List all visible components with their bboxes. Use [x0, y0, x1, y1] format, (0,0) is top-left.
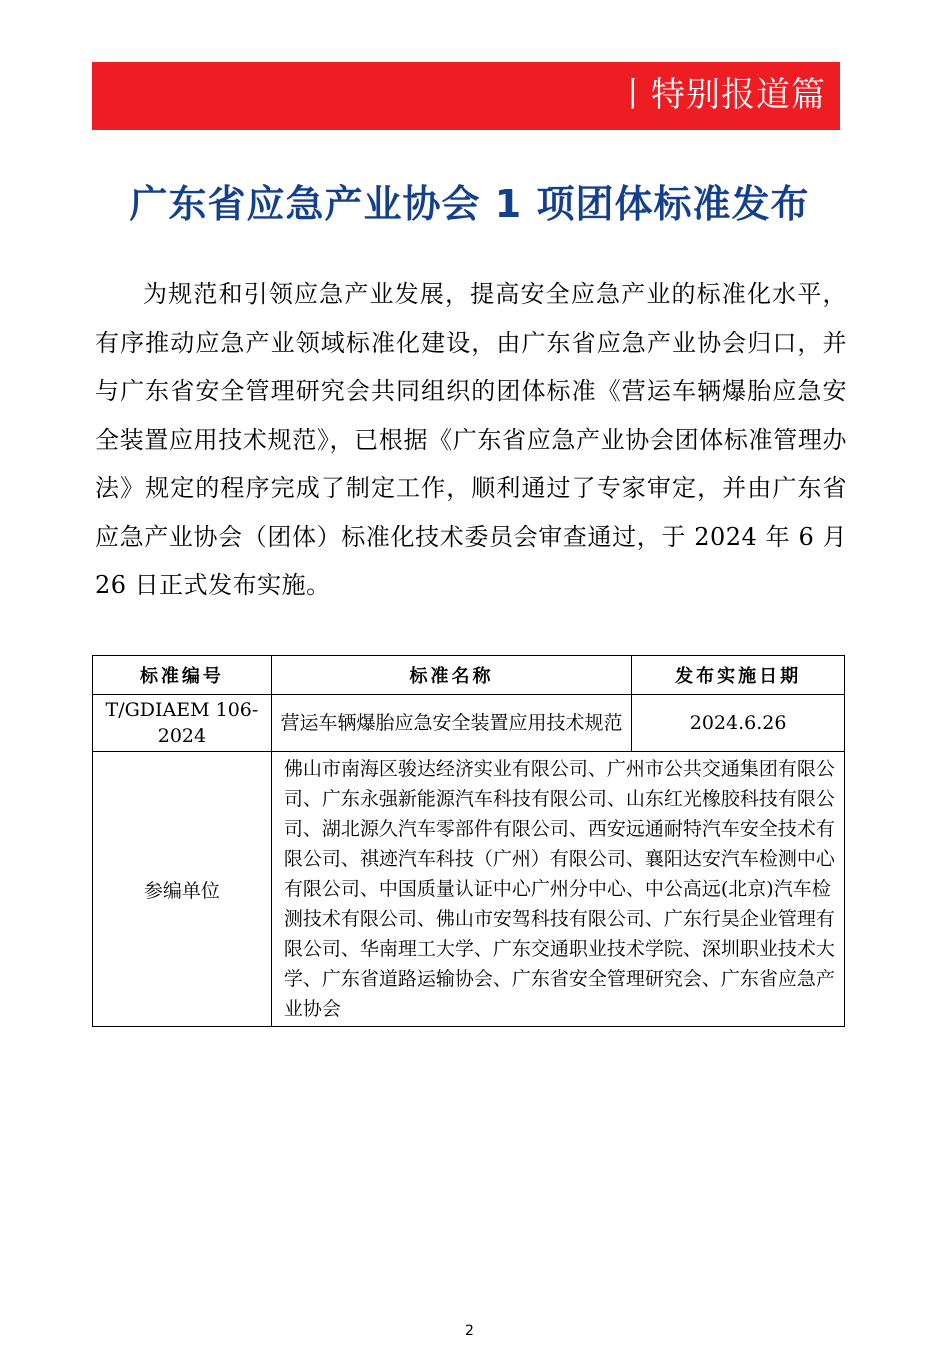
header-standard-code: 标准编号 — [93, 656, 272, 695]
table-row — [93, 695, 845, 752]
standard-name: 营运车辆爆胎应急安全装置应用技术规范 — [271, 695, 631, 752]
header-standard-name: 标准名称 — [271, 656, 631, 695]
participants-row — [93, 752, 845, 1027]
article-title: 广东省应急产业协会 1 项团体标准发布 — [129, 182, 810, 226]
table-header-row — [93, 656, 845, 695]
article-body: 为规范和引领应急产业发展，提高安全应急产业的标准化水平，有序推动应急产业领域标准化建设，由广东省应急产业协会归口，并与广东省安全管理研究会共同组织的团体标准《营运车辆爆胎应急安全装置应用技术规范》，已根据《广东省应急产业协会团体标准管理办法》规定的程序完成了制定工作，顺利通过了专家审定，并由广东省应急产业协会（团体）标准化技术委员会审查通过，于 2024 年 6 月 26 日正式发布实施。 — [95, 280, 847, 599]
standard-code: T/GDIAEM 106-2024 — [93, 695, 272, 752]
release-date: 2024.6.26 — [632, 695, 845, 752]
standard-table — [92, 655, 845, 1027]
section-label: 丨特别报道篇 — [616, 75, 826, 115]
participants-label: 参编单位 — [93, 752, 272, 1027]
page-number: 2 — [465, 1323, 474, 1339]
section-banner — [92, 62, 840, 130]
participants-list: 佛山市南海区骏达经济实业有限公司、广州市公共交通集团有限公司、广东永强新能源汽车科技有限公司、山东红光橡胶科技有限公司、湖北源久汽车零部件有限公司、西安远通耐特汽车安全技术有限公司、祺迹汽车科技（广州）有限公司、襄阳达安汽车检测中心有限公司、中国质量认证中心广州分中心、中公高远(北京)汽车检测技术有限公司、佛山市安驾科技有限公司、广东行昊企业管理有限公司、华南理工大学、广东交通职业技术学院、深圳职业技术大学、广东省道路运输协会、广东省安全管理研究会、广东省应急产业协会 — [271, 752, 844, 1027]
header-release-date: 发布实施日期 — [632, 656, 845, 695]
